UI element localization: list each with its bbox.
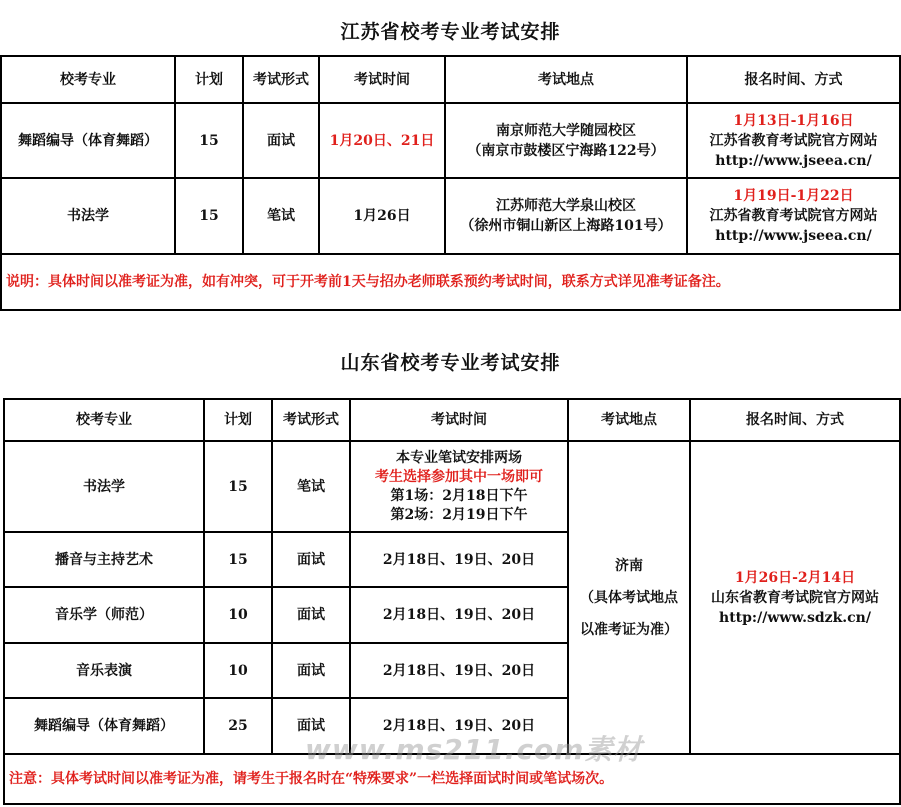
registration-site: 江苏省教育考试院官方网站 [709,208,878,224]
plan-cell: 15 [204,532,272,587]
plan-cell: 10 [204,587,272,643]
place-line: 江苏师范大学泉山校区 [496,198,636,214]
major-cell: 书法学 [1,178,175,254]
header-registration: 报名时间、方式 [690,399,900,441]
time-cell: 2月18日、19日、20日 [350,698,568,754]
header-major: 校考专业 [4,399,204,441]
time-line: 第1场：2月18日下午 [390,487,528,504]
place-line: 南京师范大学随园校区 [496,122,636,139]
table-header-row [1,56,900,103]
header-form: 考试形式 [272,399,350,441]
header-registration: 报名时间、方式 [687,56,900,103]
form-cell: 面试 [272,587,350,643]
table-header-row [4,399,900,441]
major-cell: 书法学 [4,441,204,532]
major-cell: 播音与主持艺术 [4,532,204,587]
registration-site: 山东省教育考试院官方网站 [711,589,879,606]
registration-url: http://www.sdzk.cn/ [719,609,871,626]
jiangsu-table [0,55,901,311]
plan-cell: 15 [175,103,243,178]
major-cell: 舞蹈编导（体育舞蹈） [1,103,175,178]
registration-dates: 1月19日-1月22日 [733,188,854,204]
header-major: 校考专业 [1,56,175,103]
table-row [1,103,900,178]
note-row [1,254,900,310]
table-row [1,178,900,254]
place-detail: （具体考试地点 [580,589,678,606]
form-cell: 面试 [272,698,350,754]
header-time: 考试时间 [350,399,568,441]
time-cell [350,441,568,532]
registration-site: 江苏省教育考试院官方网站 [709,132,878,149]
header-time: 考试时间 [319,56,445,103]
form-cell: 笔试 [243,178,319,254]
time-cell: 2月18日、19日、20日 [350,587,568,643]
registration-dates: 1月26日-2月14日 [734,569,856,586]
table-row [4,441,900,532]
plan-cell: 15 [204,441,272,532]
form-cell: 笔试 [272,441,350,532]
time-cell: 2月18日、19日、20日 [350,532,568,587]
header-form: 考试形式 [243,56,319,103]
jiangsu-title: 江苏省校考专业考试安排 [340,21,561,43]
header-plan: 计划 [204,399,272,441]
time-cell: 1月20日、21日 [319,103,445,178]
registration-url: http://www.jseea.cn/ [715,152,872,169]
place-address: （南京市鼓楼区宁海路122号） [467,142,665,159]
form-cell: 面试 [272,532,350,587]
jiangsu-note: 说明：具体时间以准考证为准，如有冲突，可于开考前1天与招办老师联系预约考试时间，联系方式详见准考证备注。 [1,254,900,310]
time-line: 第2场：2月19日下午 [390,506,528,523]
form-cell: 面试 [243,103,319,178]
plan-cell: 10 [204,643,272,698]
time-cell: 2月18日、19日、20日 [350,643,568,698]
registration-dates: 1月13日-1月16日 [733,112,854,129]
registration-cell [687,178,900,254]
registration-url: http://www.jseea.cn/ [715,228,872,244]
registration-cell [690,441,900,754]
watermark: www.ms211.com素材 [305,733,643,766]
shandong-title: 山东省校考专业考试安排 [340,352,561,374]
form-cell: 面试 [272,643,350,698]
place-cell [445,178,687,254]
major-cell: 音乐表演 [4,643,204,698]
plan-cell: 15 [175,178,243,254]
major-cell: 舞蹈编导（体育舞蹈） [4,698,204,754]
header-plan: 计划 [175,56,243,103]
shandong-note: 注意：具体考试时间以准考证为准，请考生于报名时在“特殊要求”一栏选择面试时间或笔试场次。 [4,754,900,804]
time-line-highlight: 考生选择参加其中一场即可 [375,468,543,485]
header-place: 考试地点 [568,399,690,441]
place-cell [568,441,690,754]
place-cell [445,103,687,178]
place-address: （徐州市铜山新区上海路101号） [460,218,672,234]
time-line: 本专业笔试安排两场 [396,449,522,466]
header-place: 考试地点 [445,56,687,103]
time-cell: 1月26日 [319,178,445,254]
place-city: 济南 [615,557,643,574]
major-cell: 音乐学（师范） [4,587,204,643]
plan-cell: 25 [204,698,272,754]
place-detail: 以准考证为准） [580,621,678,638]
registration-cell [687,103,900,178]
